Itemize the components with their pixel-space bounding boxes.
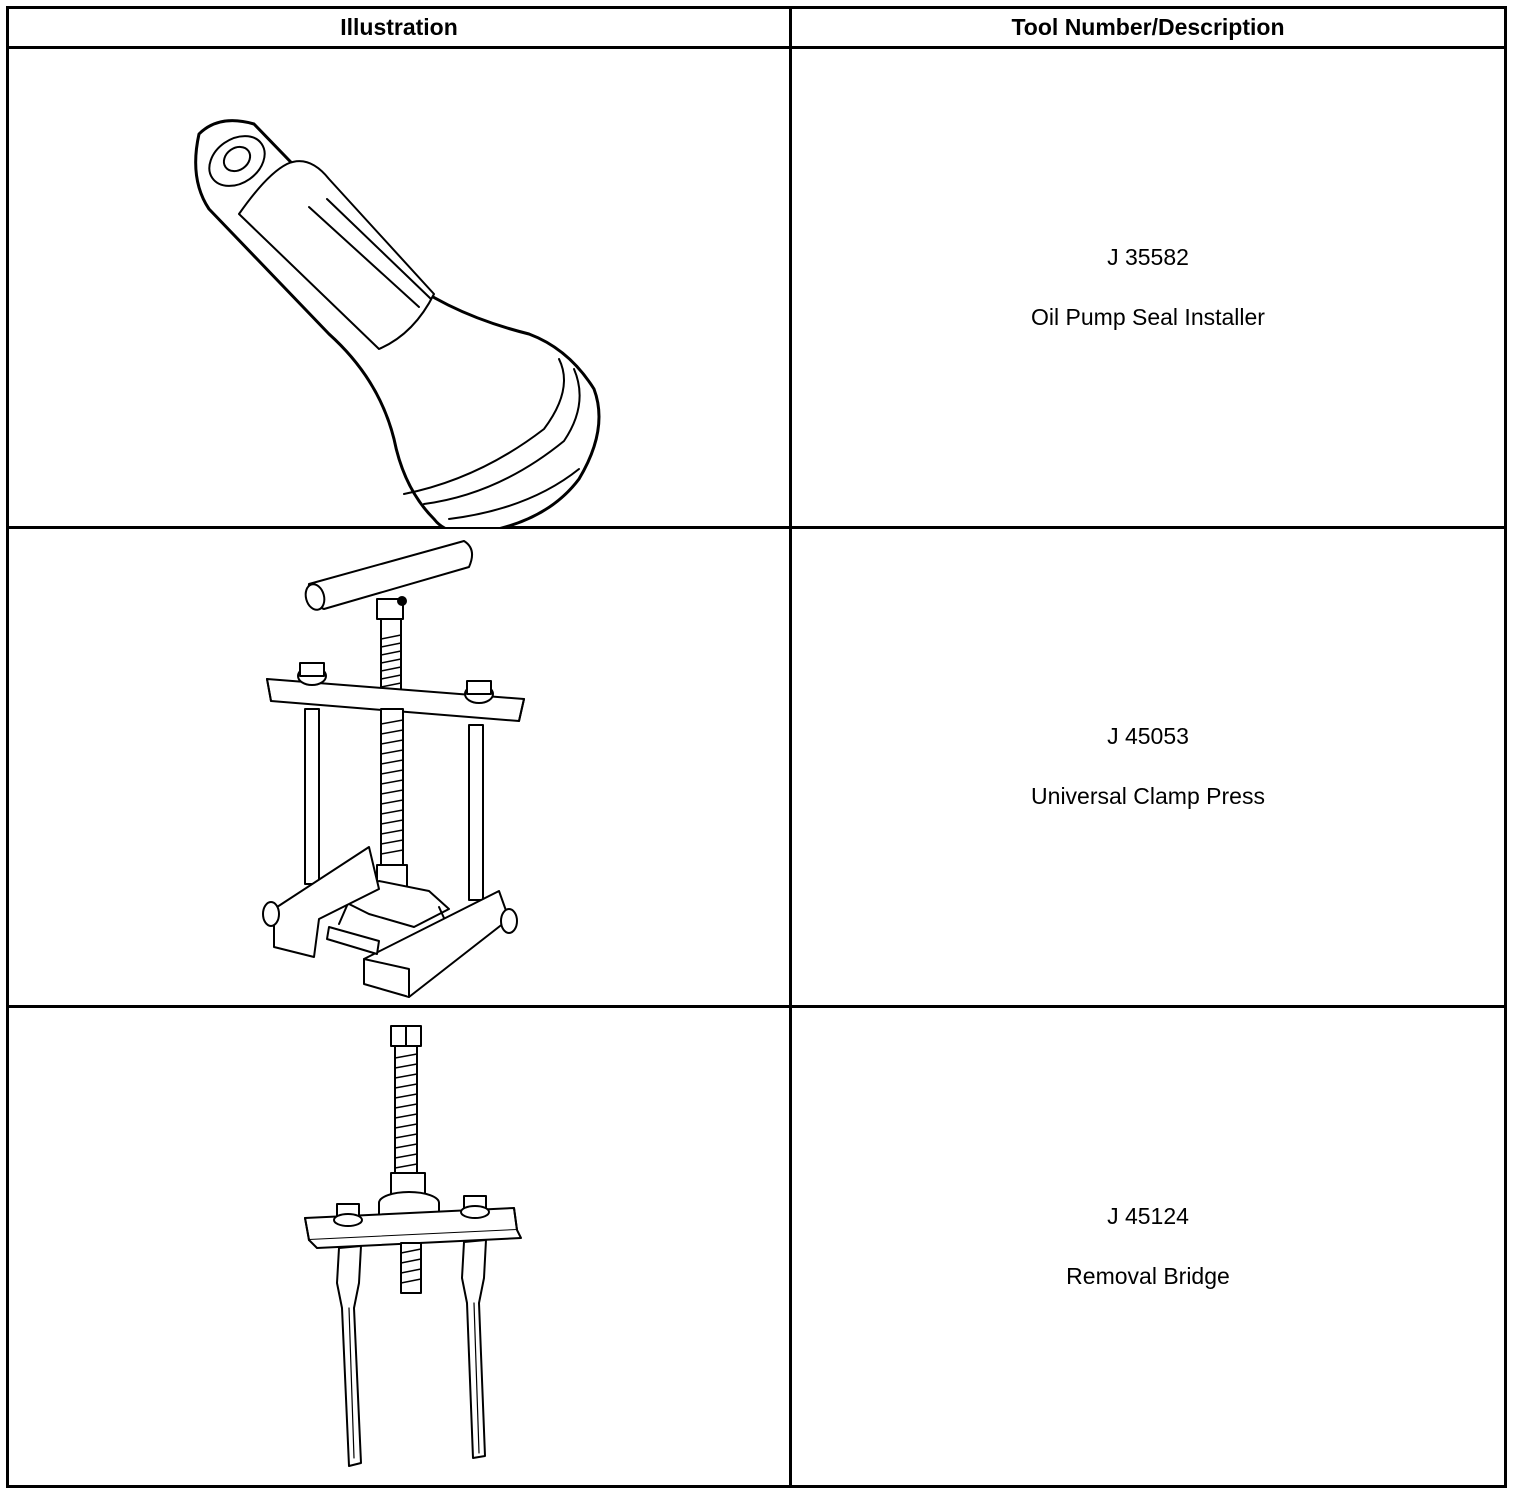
tool-table — [6, 6, 1507, 1488]
header-tool-number-description: Tool Number/Description — [791, 8, 1506, 48]
tool-description-cell — [791, 48, 1506, 528]
table-row — [8, 527, 1506, 1007]
header-illustration: Illustration — [8, 8, 791, 48]
header-row — [8, 8, 1506, 48]
tool-description: Oil Pump Seal Installer — [1031, 303, 1265, 330]
tool-description-cell — [791, 1007, 1506, 1487]
illustration-cell — [8, 48, 791, 528]
table-row — [8, 48, 1506, 528]
tool-number: J 45124 — [1107, 1203, 1189, 1230]
illustration-cell — [8, 1007, 791, 1487]
seal-installer-illustration — [9, 49, 792, 527]
table-row — [8, 1007, 1506, 1487]
illustration-cell — [8, 527, 791, 1007]
clamp-press-illustration — [9, 529, 792, 1007]
removal-bridge-illustration — [9, 1008, 792, 1486]
tool-number: J 35582 — [1107, 243, 1189, 270]
tool-description-cell — [791, 527, 1506, 1007]
tool-description: Removal Bridge — [1066, 1263, 1230, 1290]
tool-description: Universal Clamp Press — [1031, 783, 1265, 810]
tool-number: J 45053 — [1107, 723, 1189, 750]
